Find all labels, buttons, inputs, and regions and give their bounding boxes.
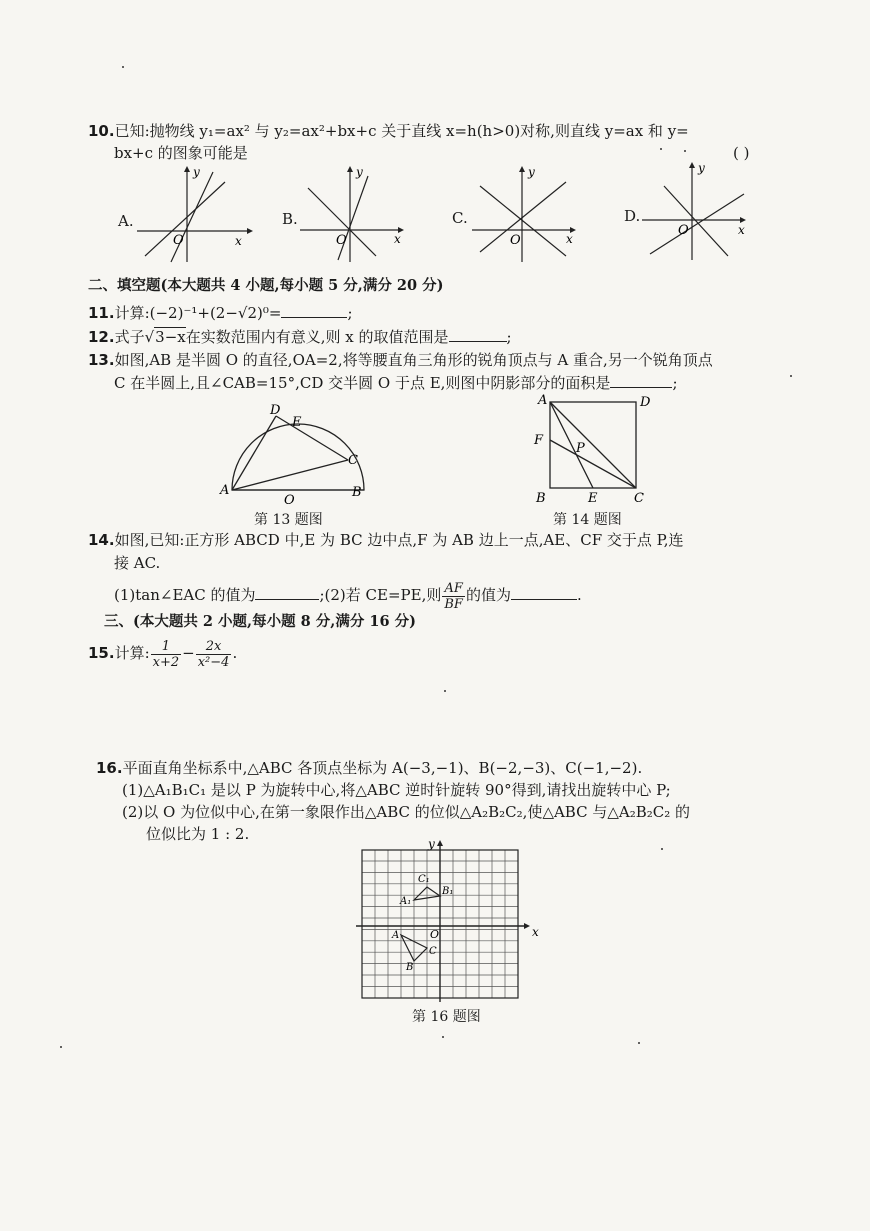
q12-pre: 式子 (114, 328, 145, 346)
section-3-heading: 三、(本大题共 2 小题,每小题 8 分,满分 16 分) (104, 613, 416, 630)
q10-option-d-label: D. (624, 207, 641, 225)
figure-14 (530, 390, 660, 514)
q10-option-c-label: C. (452, 209, 468, 227)
q10-graph-a (135, 164, 255, 264)
fig14-label-e: E (588, 491, 598, 506)
figure-13 (214, 398, 374, 508)
q14-part1: (1)tan∠EAC 的值为 (114, 586, 256, 604)
section-2-heading: 二、填空题(本大题共 4 小题,每小题 5 分,满分 20 分) (88, 277, 444, 294)
q14-answer-blank-1[interactable] (255, 585, 319, 600)
fig14-caption: 第 14 题图 (553, 512, 622, 528)
q15-f1-bottom: x+2 (152, 654, 180, 670)
q10-graph-b (298, 164, 418, 264)
q13-text-line1: 如图,AB 是半圆 O 的直径,OA=2,将等腰直角三角形的锐角顶点与 A 重合,另一个锐角顶点 (114, 351, 713, 369)
fig16-origin: O (430, 928, 440, 941)
fig16-label-b: B (406, 962, 414, 973)
q10-graph-c (470, 164, 590, 264)
scan-speck (60, 1046, 62, 1048)
q14-part3: 的值为 (465, 586, 511, 604)
fig14-label-b: B (536, 491, 546, 506)
q11-number: 11. (88, 304, 115, 322)
scan-speck (660, 148, 662, 150)
q15-number: 15. (88, 644, 115, 662)
scan-speck (444, 690, 446, 692)
fig13-label-c: C (348, 453, 358, 468)
q14-number: 14. (88, 531, 115, 549)
q12-answer-blank[interactable] (449, 327, 507, 342)
q14-frac-bottom: BF (444, 596, 463, 612)
scan-speck (442, 1036, 444, 1038)
q12-radicand: 3−x (155, 328, 186, 346)
q10-text-line1: 已知:抛物线 y₁=ax² 与 y₂=ax²+bx+c 关于直线 x=h(h>0)对称,则直线 y=ax 和 y= (114, 122, 689, 140)
q11 (88, 303, 353, 323)
q10-line2 (114, 143, 248, 163)
fig13-label-a: A (220, 483, 230, 498)
q14-text-line1: 如图,已知:正方形 ABCD 中,E 为 BC 边中点,F 为 AB 边上一点,AE、CF 交于点 P,连 (114, 531, 684, 549)
q16-part2b: 位似比为 1 : 2. (146, 825, 250, 843)
q15-fraction-1 (151, 639, 182, 670)
q10-line1 (88, 121, 689, 141)
q12: 12.式子√3−x在实数范围内有意义,则 x 的取值范围是 ; (88, 328, 512, 346)
q14-line2 (114, 553, 160, 573)
q11-text: 计算:(−2)⁻¹+(2−√2)⁰= (114, 304, 282, 322)
fig16-caption: 第 16 题图 (412, 1009, 481, 1025)
fig14-label-c: C (634, 491, 644, 506)
fig16-label-c: C (429, 946, 437, 957)
fig16-label-b1: B₁ (442, 886, 454, 897)
scan-speck (638, 1042, 640, 1044)
figure-16 (352, 838, 542, 1004)
q13-answer-blank[interactable] (610, 373, 672, 388)
q15-end: . (232, 644, 238, 662)
q14-frac-top: AF (442, 581, 465, 597)
q10-a-origin: O (173, 233, 184, 248)
q10-a-y-label: y (193, 165, 200, 179)
q10-d-y-label: y (698, 161, 705, 175)
q16-part2: (2)以 O 为位似中心,在第一象限作出△ABC 的位似△A₂B₂C₂,使△ABC 与△A₂B₂C₂ 的 (122, 803, 691, 821)
q10-d-x-label: x (738, 223, 745, 237)
q10-option-b-label: B. (282, 210, 298, 228)
fig14-label-a: A (538, 393, 548, 408)
q14-text-line2: 接 AC. (114, 554, 161, 572)
q15-pre: 计算: (114, 644, 150, 662)
q12-post: 在实数范围内有意义,则 x 的取值范围是 (185, 328, 449, 346)
fig14-label-p: P (576, 441, 585, 456)
q10-b-origin: O (336, 233, 347, 248)
q16-line1 (96, 758, 642, 778)
q10-number: 10. (88, 122, 115, 140)
q14-part2: ;(2)若 CE=PE,则 (319, 586, 442, 604)
fig13-label-o: O (284, 493, 295, 508)
q14-parts (114, 579, 582, 612)
fig14-label-d: D (640, 395, 651, 410)
q10-answer-paren: ( ) (733, 144, 750, 162)
q13-number: 13. (88, 351, 115, 369)
q14-answer-blank-2[interactable] (511, 585, 577, 600)
q15 (88, 636, 237, 670)
fig16-label-a1: A₁ (400, 896, 412, 907)
q10-c-x-label: x (566, 232, 573, 246)
q10-c-origin: O (510, 233, 521, 248)
q11-end: ; (347, 304, 353, 322)
q13-text-line2: C 在半圆上,且∠CAB=15°,CD 交半圆 O 于点 E,则图中阴影部分的面积是 (114, 374, 611, 392)
fig16-label-a: A (392, 930, 400, 941)
q10-b-x-label: x (394, 232, 401, 246)
fig13-label-e: E (292, 415, 302, 430)
q10-graph-d (640, 160, 760, 264)
q10-option-a-label: A. (118, 212, 134, 230)
q14-end: . (576, 586, 582, 604)
scan-speck (122, 66, 124, 68)
q14-line1 (88, 530, 684, 550)
scan-speck (684, 150, 686, 152)
q15-f2-top: 2x (196, 639, 232, 655)
fig13-label-d: D (270, 403, 281, 418)
scan-speck (661, 848, 663, 850)
q14-fraction (442, 581, 465, 612)
q15-f1-top: 1 (151, 639, 182, 655)
q16-text-line1: 平面直角坐标系中,△ABC 各顶点坐标为 A(−3,−1)、B(−2,−3)、C(−1,−2). (122, 759, 643, 777)
q15-f2-bottom: x²−4 (197, 654, 230, 670)
q10-b-y-label: y (356, 165, 363, 179)
q10-a-x-label: x (235, 234, 242, 248)
q15-minus: − (182, 644, 195, 662)
q10-d-origin: O (678, 223, 689, 238)
q10-text-line2: bx+c 的图象可能是 (114, 144, 248, 162)
q16-part1: (1)△A₁B₁C₁ 是以 P 为旋转中心,将△ABC 逆时针旋转 90°得到,请找出旋转中心 P; (122, 781, 671, 799)
scan-speck (790, 375, 792, 377)
q12-number: 12. (88, 328, 115, 346)
q13-end: ; (672, 374, 678, 392)
q16-number: 16. (96, 759, 123, 777)
q15-fraction-2 (196, 639, 232, 670)
q10-c-y-label: y (528, 165, 535, 179)
fig13-label-b: B (352, 485, 362, 500)
fig13-caption: 第 13 题图 (254, 512, 323, 528)
fig14-label-f: F (534, 433, 544, 448)
fig16-x-label: x (532, 925, 539, 939)
q11-answer-blank[interactable] (281, 303, 347, 318)
fig16-label-c1: C₁ (418, 874, 430, 885)
fig16-y-label: y (428, 838, 435, 851)
q12-end: ; (506, 328, 512, 346)
q13-line1 (88, 350, 713, 370)
